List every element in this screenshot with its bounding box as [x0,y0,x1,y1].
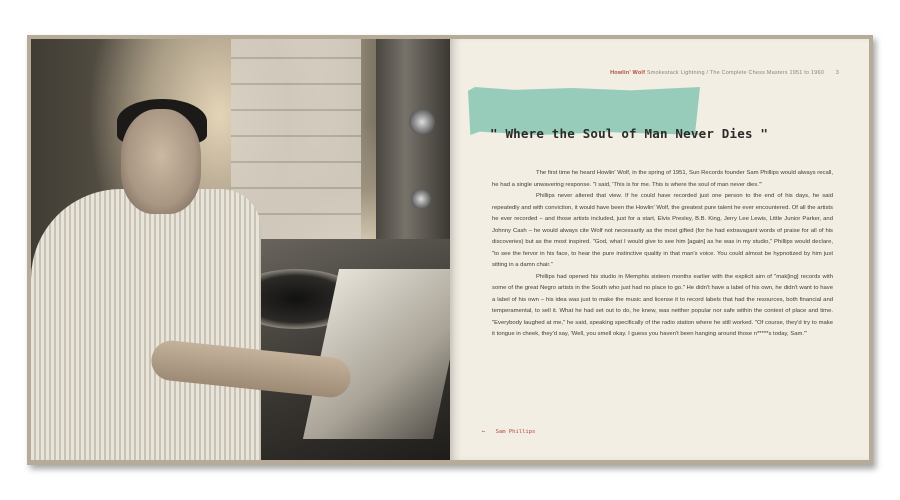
page-number: 3 [835,70,839,76]
running-head-artist: Howlin' Wolf [610,70,646,76]
rack-dial [409,109,435,135]
caption-text: Sam Phillips [495,429,536,435]
right-page-text [450,39,869,460]
man-face [121,109,201,214]
equipment-rack [376,39,450,269]
paragraph: Phillips had opened his studio in Memphis sixteen months earlier with the explicit aim of "mak[ing] records with some of the great Negro artists in the South who just had no place to go." He didn't have a label of his own, he didn't want to have a label of his own – his idea was just to make the music and license it to record labels that had the resources, both financial and temperamental, to sell it. What he had set out to do, he knew, was neither popular nor safe within the context of place and time. "Everybody laughed at me," he said, speaking specifically of the radio station where he still worked. "Of course, they'd try to make it tongue in cheek, they'd say, 'Well, you smell okay. I guess you haven't been hanging around those n*****s today, Sam.'" [492,273,833,337]
left-arrow-icon: ← [482,429,486,435]
rack-dial [411,189,431,209]
paragraph: Phillips never altered that view. If he could have recorded just one person to the end of his days, he said repeatedly and with conviction, it would have been the Howlin' Wolf, the greatest pure talent he ever encountered. Of all the artists he ever recorded – and those artists included, just for a start, Elvis Presley, B.B. King, Jerry Lee Lewis, Little Junior Parker, and Johnny Cash – he would always cite Wolf not necessarily as the most gifted (for he had extravagant words of praise for all of his discoveries) but as the most inspired. "God, what I would give to see him [again] as he was in my studio," Phillips would declare, "to see the fervor in his face, to hear the pure instinctive quality in that man's voice. You could almost be hypnotized by him just sitting in a damn chair." [492,193,833,268]
paragraph: The first time he heard Howlin' Wolf, in the spring of 1951, Sun Records founder Sam Phillips would always recall, he had a single unwavering response. "I said, 'This is for me. This is where the soul of man never dies.'" [492,170,833,188]
left-page-photo [31,39,450,460]
body-text [492,168,833,341]
chapter-heading: " Where the Soul of Man Never Dies " [490,126,769,141]
running-head [610,70,839,76]
photo-caption [482,429,535,435]
running-head-title: Smokestack Lightning / The Complete Chess Masters 1951 to 1960 [646,70,824,76]
man-shirt [31,189,261,460]
